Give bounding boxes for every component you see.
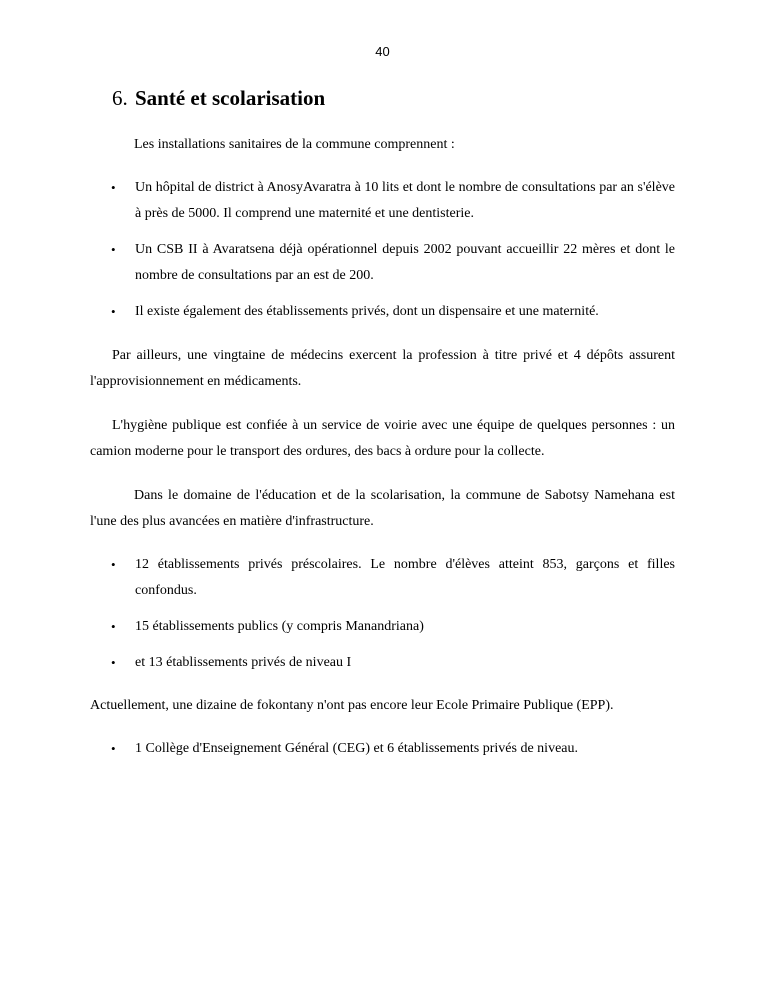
list-item: [90, 237, 675, 289]
secondary-schools-list: [90, 736, 675, 762]
schools-list: [90, 552, 675, 676]
section-title: Santé et scolarisation: [135, 86, 326, 110]
doctors-paragraph: Par ailleurs, une vingtaine de médecins exercent la profession à titre privé et 4 dépôts assurent l'approvisionnement en médicaments.: [90, 348, 675, 389]
bullet-icon: •: [111, 304, 116, 319]
bullet-icon: •: [111, 655, 116, 670]
bullet-icon: •: [111, 557, 116, 572]
list-item: [90, 175, 675, 227]
page-number: 40: [375, 44, 390, 59]
education-intro: Dans le domaine de l'éducation et de la scolarisation, la commune de Sabotsy Namehana est l'une des plus avancées en matière d'infrastructure.: [90, 488, 675, 529]
list-item: [90, 552, 675, 604]
bullet-icon: •: [111, 242, 116, 257]
list-item-text: et 13 établissements privés de niveau I: [135, 655, 352, 670]
list-item-text: 15 établissements publics (y compris Manandriana): [135, 619, 424, 634]
health-intro: Les installations sanitaires de la commune comprennent :: [134, 137, 455, 152]
bullet-icon: •: [111, 741, 116, 756]
list-item-text: Un CSB II à Avaratsena déjà opérationnel depuis 2002 pouvant accueillir 22 mères et dont le nombre de consultations par an est de 200.: [135, 242, 675, 283]
bullet-icon: •: [111, 619, 116, 634]
document-body: [90, 88, 675, 762]
list-item: [90, 736, 675, 762]
section-number: 6.: [112, 86, 128, 110]
section-heading: [90, 88, 675, 108]
hygiene-paragraph: L'hygiène publique est confiée à un service de voirie avec une équipe de quelques personnes : un camion moderne pour le transport des ordures, des bacs à ordure pour la collecte.: [90, 418, 675, 459]
list-item: [90, 299, 675, 325]
bullet-icon: •: [111, 180, 116, 195]
health-facilities-list: [90, 175, 675, 325]
list-item-text: Il existe également des établissements privés, dont un dispensaire et une maternité.: [135, 304, 599, 319]
list-item-text: 1 Collège d'Enseignement Général (CEG) et 6 établissements privés de niveau.: [135, 741, 579, 756]
list-item-text: Un hôpital de district à AnosyAvaratra à 10 lits et dont le nombre de consultations par an s'élève à près de 5000. Il comprend une maternité et une dentisterie.: [135, 180, 675, 221]
list-item: [90, 614, 675, 640]
epp-paragraph: Actuellement, une dizaine de fokontany n'ont pas encore leur Ecole Primaire Publique (EPP).: [90, 698, 614, 713]
list-item: [90, 650, 675, 676]
list-item-text: 12 établissements privés préscolaires. Le nombre d'élèves atteint 853, garçons et filles confondus.: [135, 557, 675, 598]
